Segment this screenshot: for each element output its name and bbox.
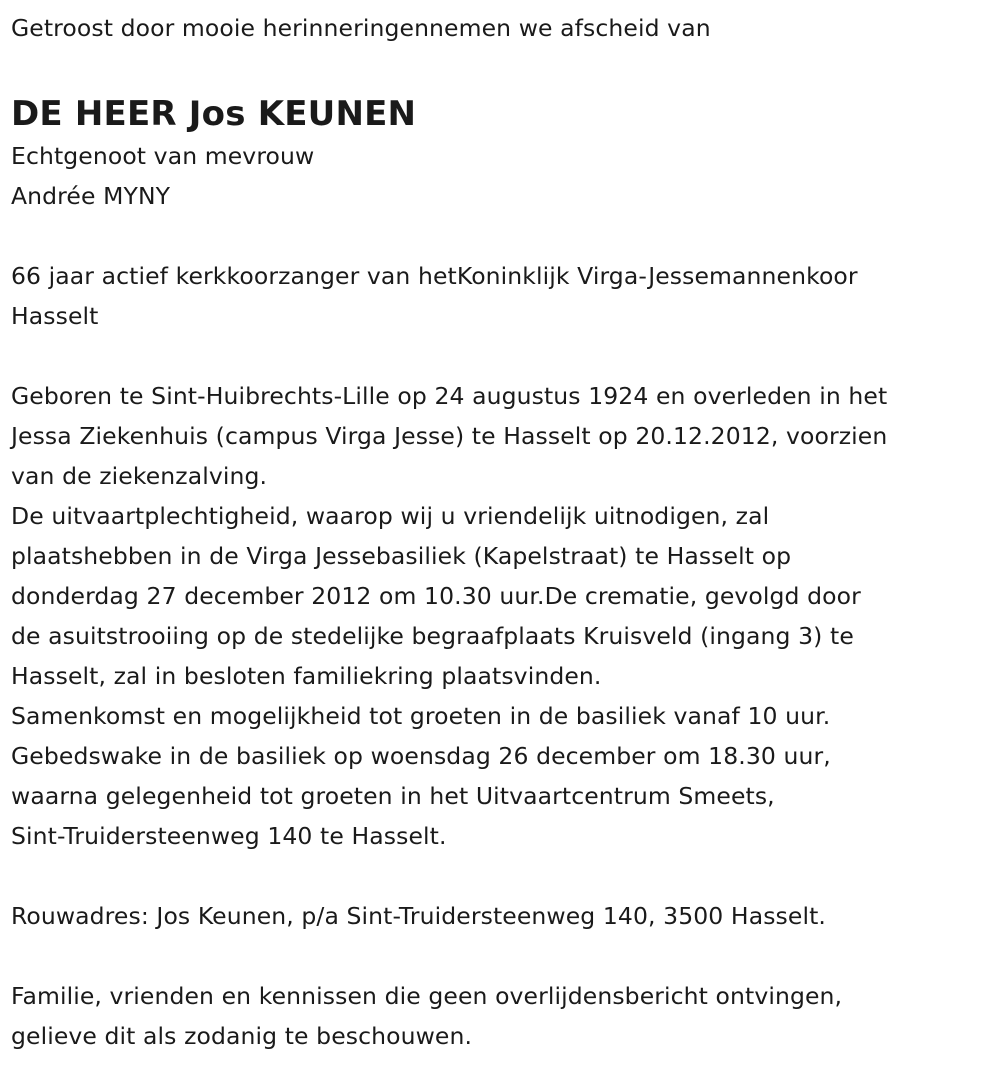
choir-line-1: 66 jaar actief kerkkoorzanger van hetKoninklijk Virga-Jessemannenkoor — [11, 262, 858, 290]
closing-block — [11, 976, 991, 1056]
details-block — [11, 376, 991, 856]
details-line: de asuitstrooiing op de stedelijke begraafplaats Kruisveld (ingang 3) te — [11, 622, 854, 650]
deceased-name: DE HEER Jos KEUNEN — [11, 94, 417, 134]
details-line: donderdag 27 december 2012 om 10.30 uur.De crematie, gevolgd door — [11, 582, 861, 610]
closing-line-2: gelieve dit als zodanig te beschouwen. — [11, 1022, 473, 1050]
details-line: Gebedswake in de basiliek op woensdag 26 december om 18.30 uur, — [11, 742, 831, 770]
mourning-address-block — [11, 896, 991, 936]
intro-text: Getroost door mooie herinneringennemen we afscheid van — [11, 14, 711, 42]
spouse-block — [11, 136, 991, 216]
details-line: plaatshebben in de Virga Jessebasiliek (Kapelstraat) te Hasselt op — [11, 542, 792, 570]
spouse-line-2: Andrée MYNY — [11, 182, 171, 210]
choir-block — [11, 256, 991, 336]
details-line: Sint-Truidersteenweg 140 te Hasselt. — [11, 822, 447, 850]
details-line: De uitvaartplechtigheid, waarop wij u vriendelijk uitnodigen, zal — [11, 502, 770, 530]
details-line: Samenkomst en mogelijkheid tot groeten in de basiliek vanaf 10 uur. — [11, 702, 831, 730]
details-line: Geboren te Sint-Huibrechts-Lille op 24 augustus 1924 en overleden in het — [11, 382, 888, 410]
mourning-address: Rouwadres: Jos Keunen, p/a Sint-Truidersteenweg 140, 3500 Hasselt. — [11, 902, 826, 930]
choir-line-2: Hasselt — [11, 302, 99, 330]
closing-line-1: Familie, vrienden en kennissen die geen overlijdensbericht ontvingen, — [11, 982, 843, 1010]
details-line: waarna gelegenheid tot groeten in het Uitvaartcentrum Smeets, — [11, 782, 775, 810]
obituary-notice — [11, 8, 991, 1056]
details-line: van de ziekenzalving. — [11, 462, 268, 490]
details-line: Jessa Ziekenhuis (campus Virga Jesse) te Hasselt op 20.12.2012, voorzien — [11, 422, 888, 450]
spouse-line-1: Echtgenoot van mevrouw — [11, 142, 315, 170]
details-line: Hasselt, zal in besloten familiekring plaatsvinden. — [11, 662, 602, 690]
